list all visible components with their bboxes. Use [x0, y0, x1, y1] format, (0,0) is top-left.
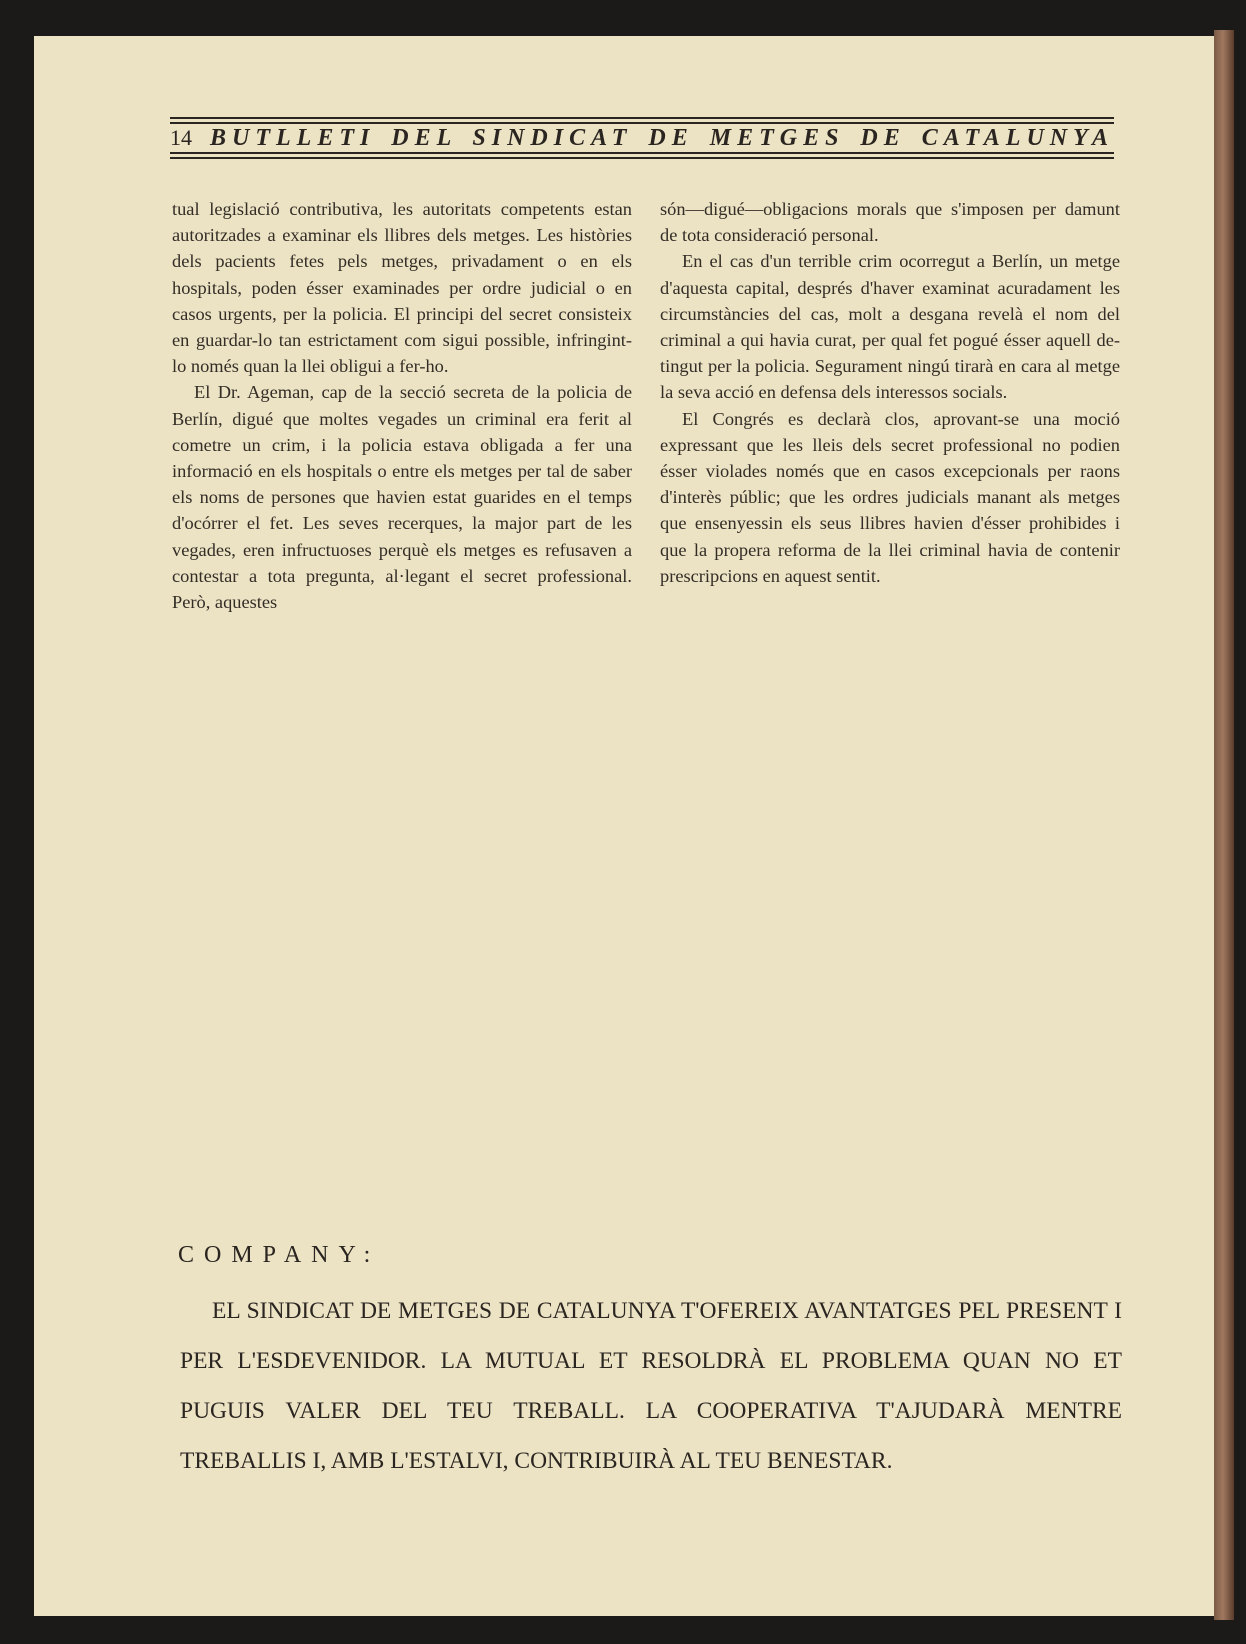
- page-number: 14: [170, 125, 192, 150]
- paragraph: El Congrés es declarà clos, aprovant-se una moció expressant que les lleis dels secret professional no podien ésser violades només que en casos excepcionals per raons d'interès públic; que les ordres judicials manant als metges que ensenyessin els seus llibres havien d'ésser prohibides i que la propera reforma de la llei criminal havia de contenir prescripcions en aquest sentit.: [660, 408, 1120, 586]
- header-rules-bottom: [170, 152, 1114, 162]
- rule: [170, 152, 1114, 154]
- left-column: [172, 196, 632, 615]
- paragraph: En el cas d'un terrible crim ocorregut a Berlín, un metge d'aquesta capital, després d'haver examinat acuradament les circumstàncies del cas, molt a desgana revelà el nom del criminal a qui havia curat, per qual fet pogué ésser aquell detingut per la policia. Segurament ningú tirarà en cara al metge la seva acció en defensa dels interessos socials.: [660, 251, 1120, 403]
- running-title: BUTLLETI DEL SINDICAT DE METGES DE CATALUNYA: [210, 124, 1114, 151]
- rule: [170, 117, 1114, 119]
- announcement-heading: COMPANY:: [178, 1242, 381, 1268]
- rule: [170, 157, 1114, 159]
- paragraph: tual legislació contributiva, les autoritats competents estan autoritzades a examinar els llibres dels metges. Les històries dels pacients fetes pels metges, privadament o en els hospitals, poden ésser examinades per ordre judicial o en casos urgents, per la policia. El principi del secret consisteix en guardar-lo tan estrictament com sigui possible, infringint-lo només quan la llei obligui a fer-ho.: [172, 199, 632, 377]
- paragraph: són—digué—obligacions morals que s'imposen per damunt de tota consideració personal.: [660, 199, 1120, 246]
- book-edge: [1214, 30, 1234, 1620]
- right-column: [660, 196, 1120, 589]
- running-header: [170, 124, 1114, 152]
- announcement-text: EL SINDICAT DE METGES DE CATALUNYA T'OFEREIX AVANTATGES PEL PRESENT I PER L'ESDEVENIDOR. LA MUTUAL ET RESOLDRÀ EL PROBLEMA QUAN NO ET PUGUIS VALER DEL TEU TREBALL. LA COOPERATIVA T'AJUDARÀ MENTRE TREBALLIS I, AMB L'ESTALVI, CONTRIBUIRÀ AL TEU BENESTAR.: [180, 1298, 1122, 1474]
- paragraph: El Dr. Ageman, cap de la secció secreta de la policia de Berlín, digué que moltes vegades un criminal era ferit al cometre un crim, i la policia estava obligada a fer una informació en els hospitals o entre els metges per tal de saber els noms de persones que havien estat guarides en el temps d'ocórrer el fet. Les seves recerques, la major part de les vegades, eren infructuoses perquè els metges es refusaven a contestar a tota pregunta, al·legant el secret professional. Però, aquestes: [172, 382, 632, 613]
